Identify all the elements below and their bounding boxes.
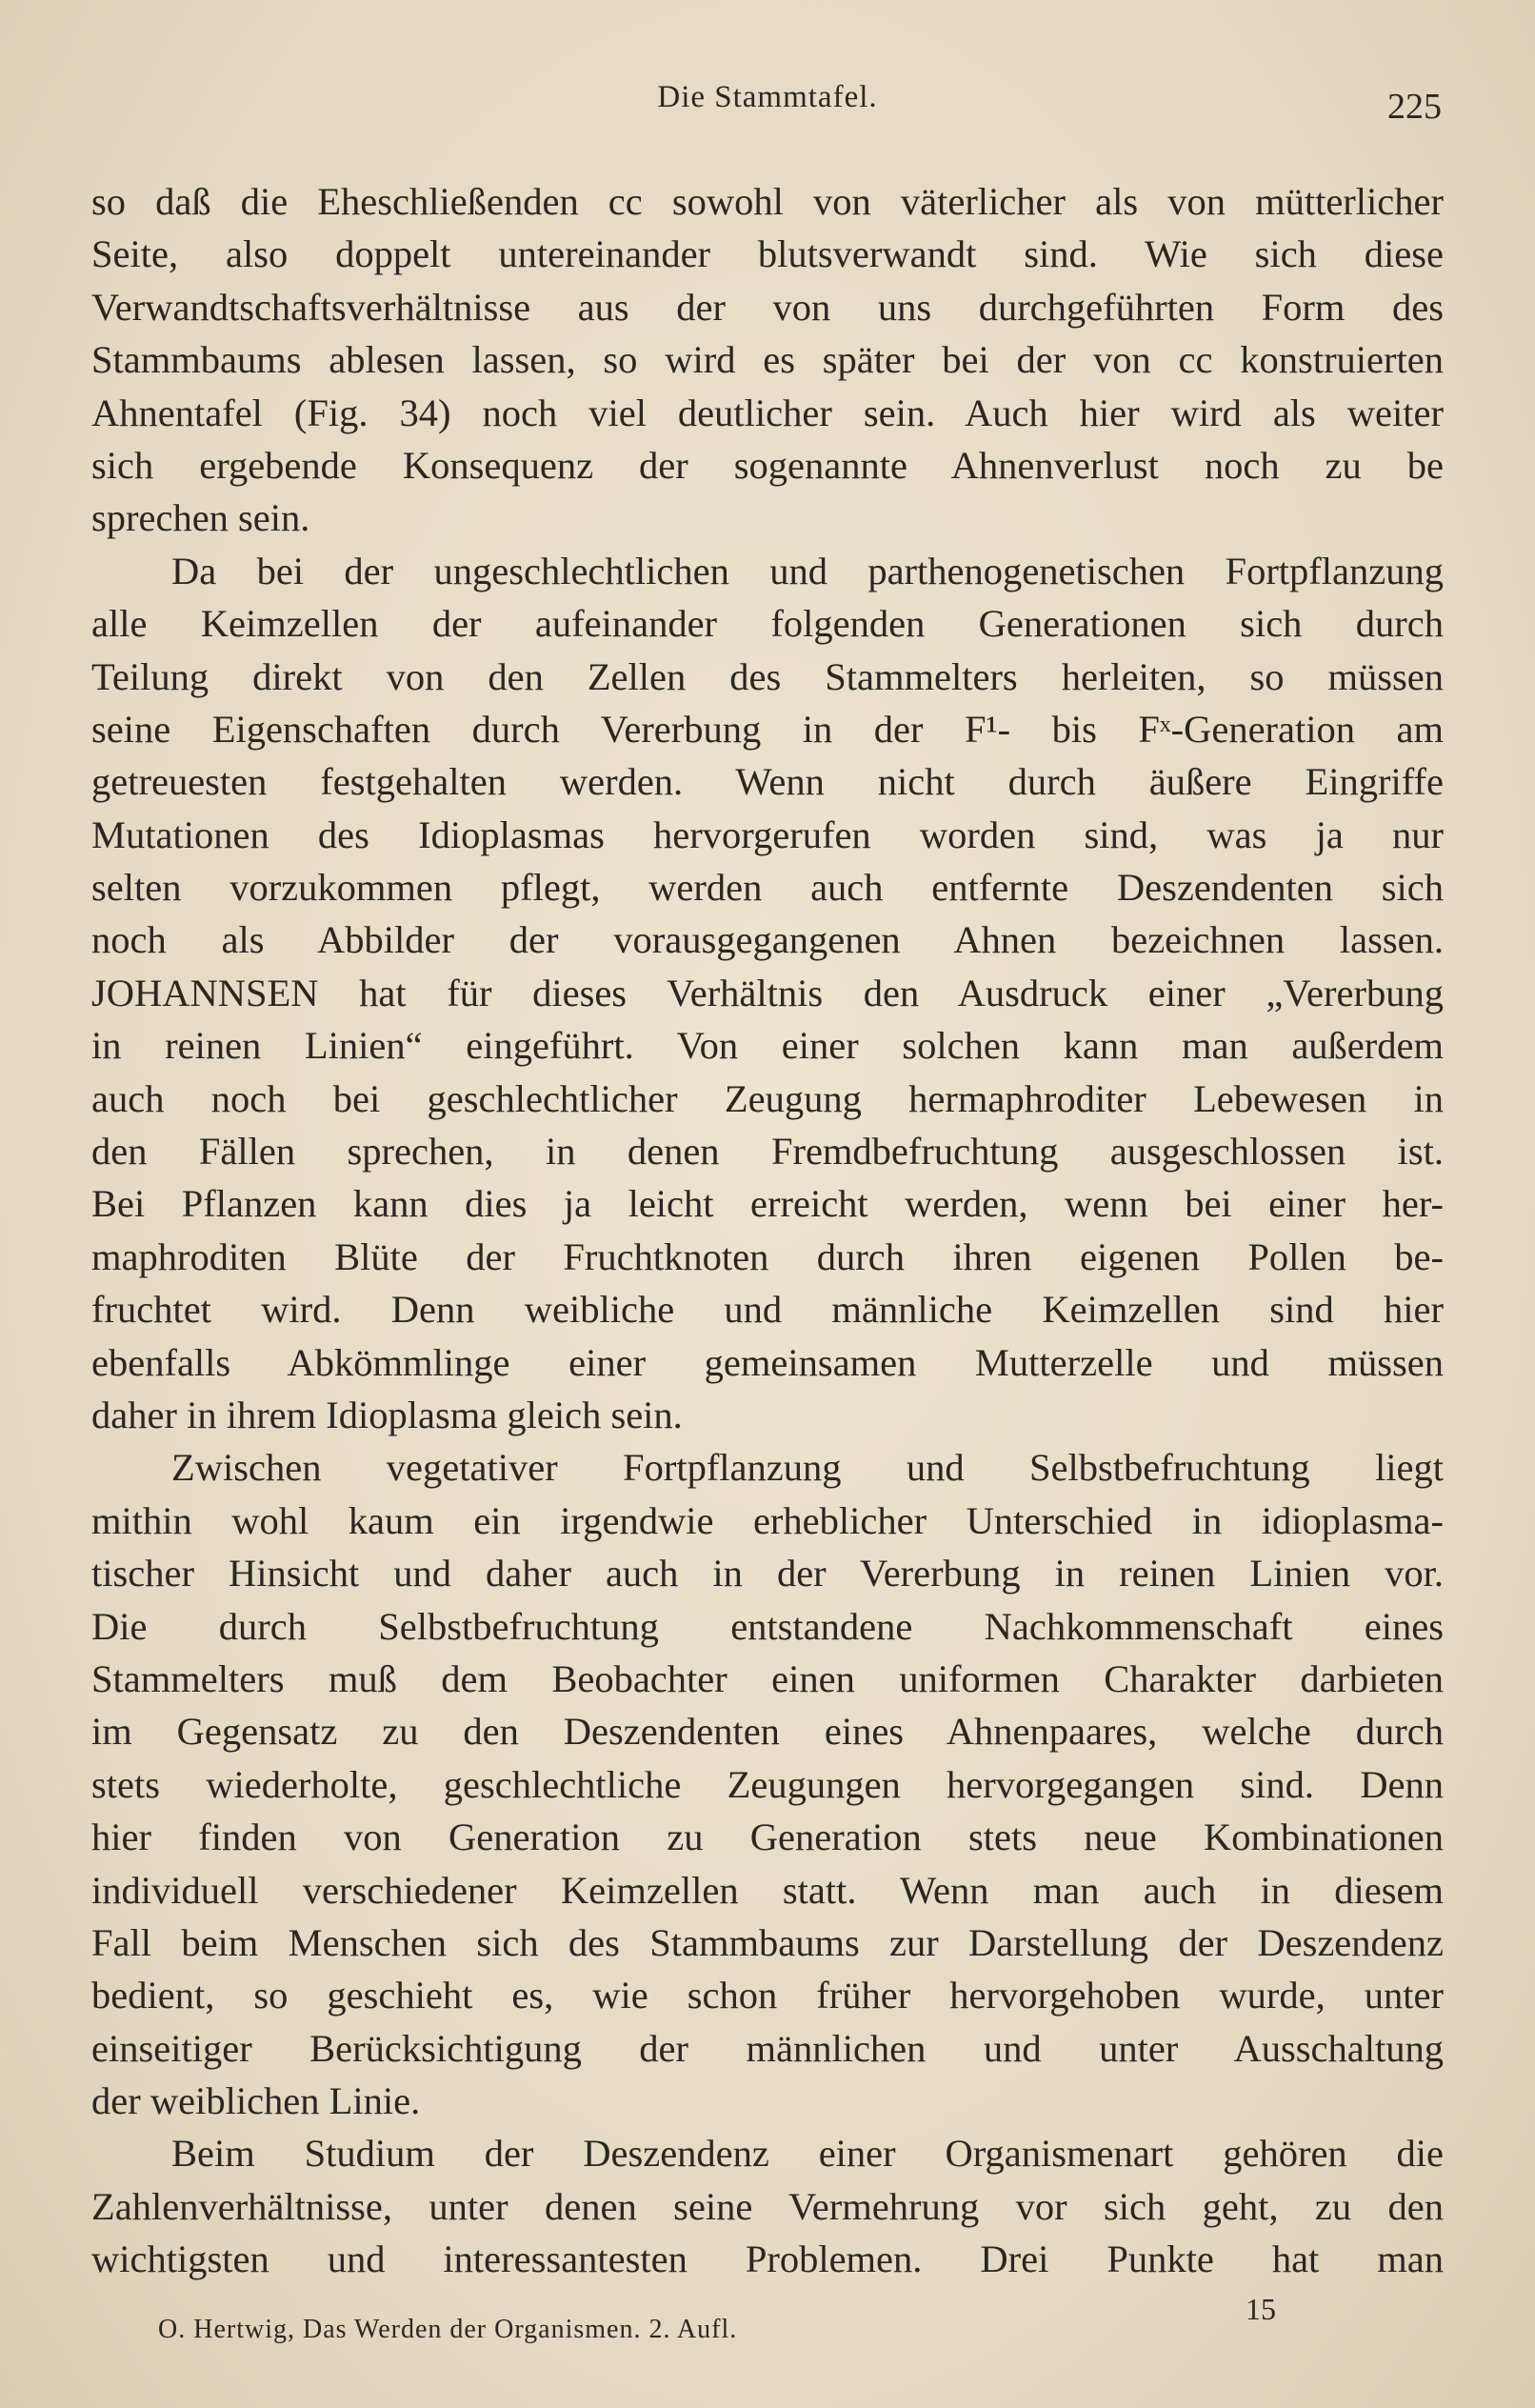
text-line: tischer Hinsicht und daher auch in der Vererbung in reinen Linien vor. [91, 1552, 1444, 1595]
text-line: einseitiger Berücksichtigung der männlichen und unter Ausschaltung [91, 2026, 1444, 2070]
text-line: Ahnentafel (Fig. 34) noch viel deutlicher sein. Auch hier wird als weiter [91, 391, 1444, 434]
text-line: ebenfalls Abkömmlinge einer gemeinsamen Mutterzelle und müssen [91, 1340, 1444, 1384]
text-line: stets wiederholte, geschlechtliche Zeugungen hervorgegangen sind. Denn [91, 1762, 1444, 1806]
text-line: Seite, also doppelt untereinander blutsverwandt sind. Wie sich diese [91, 232, 1444, 276]
text-line: in reinen Linien“ eingeführt. Von einer solchen kann man außerdem [91, 1024, 1444, 1068]
text-line: individuell verschiedener Keimzellen statt. Wenn man auch in diesem [91, 1868, 1444, 1912]
running-title: Die Stammtafel. [657, 80, 878, 114]
text-line: getreuesten festgehalten werden. Wenn nicht durch äußere Eingriffe [91, 760, 1444, 804]
text-line: Mutationen des Idioplasmas hervorgerufen worden sind, was ja nur [91, 813, 1444, 856]
text-line: auch noch bei geschlechtlicher Zeugung hermaphroditer Lebewesen in [91, 1076, 1444, 1120]
text-line: alle Keimzellen der aufeinander folgenden Generationen sich durch [91, 602, 1444, 646]
text-line: hier finden von Generation zu Generation stets neue Kombinationen [91, 1816, 1444, 1859]
text-line: seine Eigenschaften durch Vererbung in der F¹- bis Fˣ-Generation am [91, 707, 1444, 751]
paragraph [91, 1441, 1444, 2127]
text-line: fruchtet wird. Denn weibliche und männliche Keimzellen sind hier [91, 1288, 1444, 1332]
text-line: Bei Pflanzen kann dies ja leicht erreicht werden, wenn bei einer her- [91, 1182, 1444, 1226]
page-number: 225 [1387, 87, 1442, 127]
text-line: Zwischen vegetativer Fortpflanzung und Selbstbefruchtung liegt [171, 1446, 1444, 1490]
paragraph [91, 175, 1444, 545]
text-line: so daß die Eheschließenden cc sowohl von väterlicher als von mütterlicher [91, 180, 1444, 223]
text-line: der weiblichen Linie. [91, 2079, 421, 2123]
text-line: maphroditen Blüte der Fruchtknoten durch ihren eigenen Pollen be- [91, 1234, 1444, 1278]
text-line: den Fällen sprechen, in denen Fremdbefruchtung ausgeschlossen ist. [91, 1130, 1444, 1174]
body-text [91, 175, 1444, 2286]
text-line: Verwandtschaftsverhältnisse aus der von uns durchgeführten Form des [91, 285, 1444, 329]
text-line: Da bei der ungeschlechtlichen und parthenogenetischen Fortpflanzung [171, 549, 1444, 592]
text-line: noch als Abbilder der vorausgegangenen Ahnen bezeichnen lassen. [91, 918, 1444, 962]
text-line: Zahlenverhältnisse, unter denen seine Vermehrung vor sich geht, zu den [91, 2184, 1444, 2228]
text-line: daher in ihrem Idioplasma gleich sein. [91, 1393, 683, 1436]
paragraph [91, 2127, 1444, 2285]
text-line: sich ergebende Konsequenz der sogenannte Ahnenverlust noch zu be [91, 443, 1444, 487]
text-line: sprechen sein. [91, 496, 310, 540]
text-line: wichtigsten und interessantesten Problemen. Drei Punkte hat man [91, 2237, 1444, 2281]
footer-signature: O. Hertwig, Das Werden der Organismen. 2. Aufl. [158, 2315, 738, 2344]
text-line: JOHANNSEN hat für dieses Verhältnis den Ausdruck einer „Vererbung [91, 971, 1444, 1014]
text-line: mithin wohl kaum ein irgendwie erheblicher Unterschied in idioplasma- [91, 1498, 1444, 1542]
text-line: Stammelters muß dem Beobachter einen uniformen Charakter darbieten [91, 1656, 1444, 1700]
text-line: Beim Studium der Deszendenz einer Organismenart gehören die [171, 2132, 1444, 2176]
text-line: selten vorzukommen pflegt, werden auch entfernte Deszendenten sich [91, 866, 1444, 910]
footer-signature-mark: 15 [1246, 2292, 1276, 2326]
text-line: bedient, so geschieht es, wie schon früher hervorgehoben wurde, unter [91, 1974, 1444, 2017]
paragraph [91, 545, 1444, 1442]
text-line: Teilung direkt von den Zellen des Stammelters herleiten, so müssen [91, 654, 1444, 698]
text-line: Die durch Selbstbefruchtung entstandene Nachkommenschaft eines [91, 1604, 1444, 1648]
text-line: im Gegensatz zu den Deszendenten eines Ahnenpaares, welche durch [91, 1710, 1444, 1754]
text-line: Stammbaums ablesen lassen, so wird es später bei der von cc konstruierten [91, 338, 1444, 382]
text-line: Fall beim Menschen sich des Stammbaums zur Darstellung der Deszendenz [91, 1920, 1444, 1964]
